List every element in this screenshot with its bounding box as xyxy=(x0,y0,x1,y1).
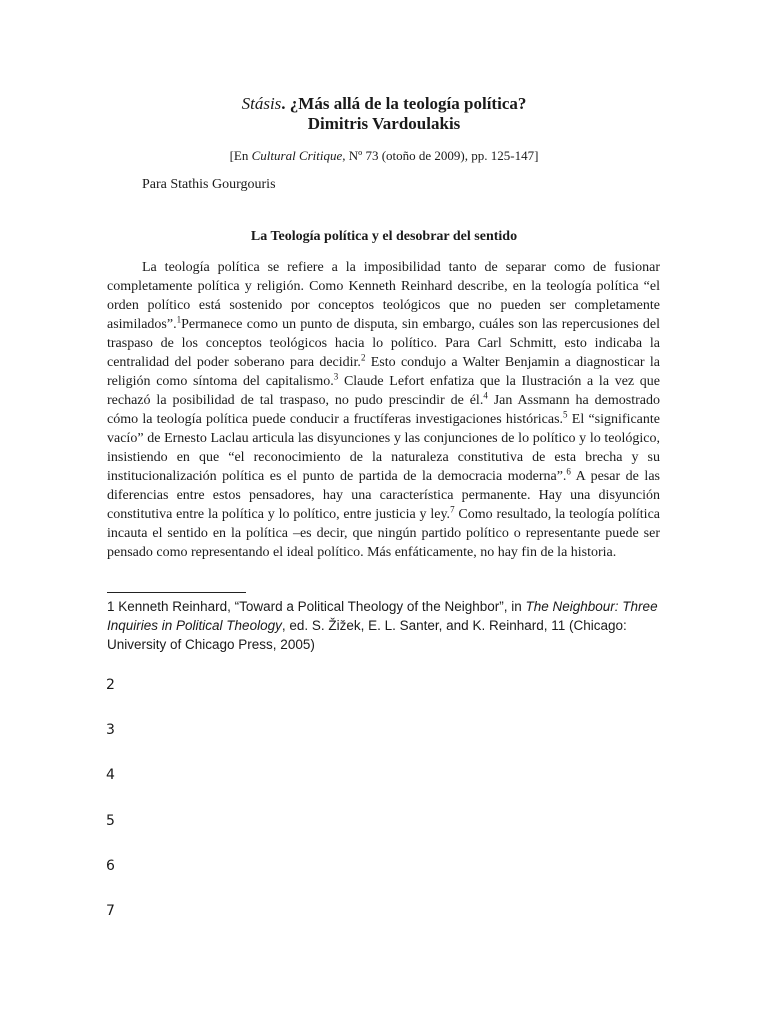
paragraph-text-run: Jan Assmann ha demostrado cómo la teología política puede conducir a fructíferas investigaciones históricas. xyxy=(107,393,660,427)
footnote-ref-2: 2 xyxy=(360,352,366,363)
paragraph-text-run: Claude Lefort enfatiza que la Ilustración a la vez que rechazó la posibilidad de tal traspaso, no pudo prescindir de él. xyxy=(107,374,660,408)
document-title xyxy=(0,94,768,134)
paragraph-text-run: Como resultado, la teología política incauta el sentido en la política –es decir, que ningún partido político o representante puede ser pensado como representando el ideal político. Más enfáticamente, no hay fin de la historia. xyxy=(107,507,660,560)
author-name: Dimitris Vardoulakis xyxy=(307,114,461,133)
footnote-separator xyxy=(107,592,246,593)
source-citation xyxy=(0,148,768,164)
footnote-ref-4: 4 xyxy=(483,390,488,401)
footnote-number-5: 5 xyxy=(106,813,115,829)
footnote-number-2: 2 xyxy=(106,677,115,693)
section-heading: La Teología política y el desobrar del sentido xyxy=(250,229,518,244)
dedication: Para Stathis Gourgouris xyxy=(142,177,276,192)
footnote-number-4: 4 xyxy=(106,767,115,783)
body-paragraph xyxy=(107,258,660,562)
footnote-1-pre: 1 Kenneth Reinhard, “Toward a Political Theology of the Neighbor”, in xyxy=(107,599,526,614)
source-post: , Nº 73 (otoño de 2009), pp. 125-147] xyxy=(342,148,539,163)
footnote-number-7: 7 xyxy=(106,903,115,919)
footnote-ref-6: 6 xyxy=(566,466,571,477)
footnote-ref-7: 7 xyxy=(450,504,455,515)
paragraph-text-run: Esto condujo a Walter Benjamin a diagnosticar la religión como síntoma del capitalismo. xyxy=(107,355,660,389)
paragraph-text-run: El “significante vacío” de Ernesto Laclau articula las disyunciones y las conjunciones de lo político y lo teológico, insistiendo en que “el reconocimiento de la naturaleza constitutiva de esta brecha y su institucionalización política es el punto de partida de la democracia moderna”. xyxy=(107,412,660,484)
footnote-ref-3: 3 xyxy=(333,371,339,382)
source-journal: Cultural Critique xyxy=(251,148,343,163)
footnote-ref-5: 5 xyxy=(563,409,568,420)
footnote-number-6: 6 xyxy=(106,858,115,874)
paragraph-text-run: A pesar de las diferencias entre estos pensadores, hay una característica permanente. Hay una disyunción constitutiva entre la política y lo político, entre justicia y ley. xyxy=(107,469,660,522)
source-pre: [En xyxy=(229,148,252,163)
paragraph-text-run: La teología política se refiere a la imposibilidad tanto de separar como de fusionar completamente política y religión. Como Kenneth Reinhard describe, en la teología política “el orden político está sostenido por conceptos teológicos que no pueden ser completamente asimilados”. xyxy=(107,260,660,332)
footnote-1-post: , ed. S. Žižek, E. L. Santer, and K. Reinhard, 11 (Chicago: University of Chicago Press, 2005) xyxy=(107,618,627,652)
paragraph-text-run: Permanece como un punto de disputa, sin embargo, cuáles son las repercusiones del traspaso de los conceptos teológicos hacia lo político. Para Carl Schmitt, esto indicaba la centralidad del poder soberano para decidir. xyxy=(107,317,660,370)
footnote-1 xyxy=(107,597,667,654)
footnote-1-book: The Neighbour: Three Inquiries in Political Theology xyxy=(107,599,658,633)
title-italic: Stásis xyxy=(241,94,282,113)
footnote-ref-1: 1 xyxy=(176,314,182,325)
title-main: . ¿Más allá de la teología política? xyxy=(281,94,527,113)
footnote-number-3: 3 xyxy=(106,722,115,738)
